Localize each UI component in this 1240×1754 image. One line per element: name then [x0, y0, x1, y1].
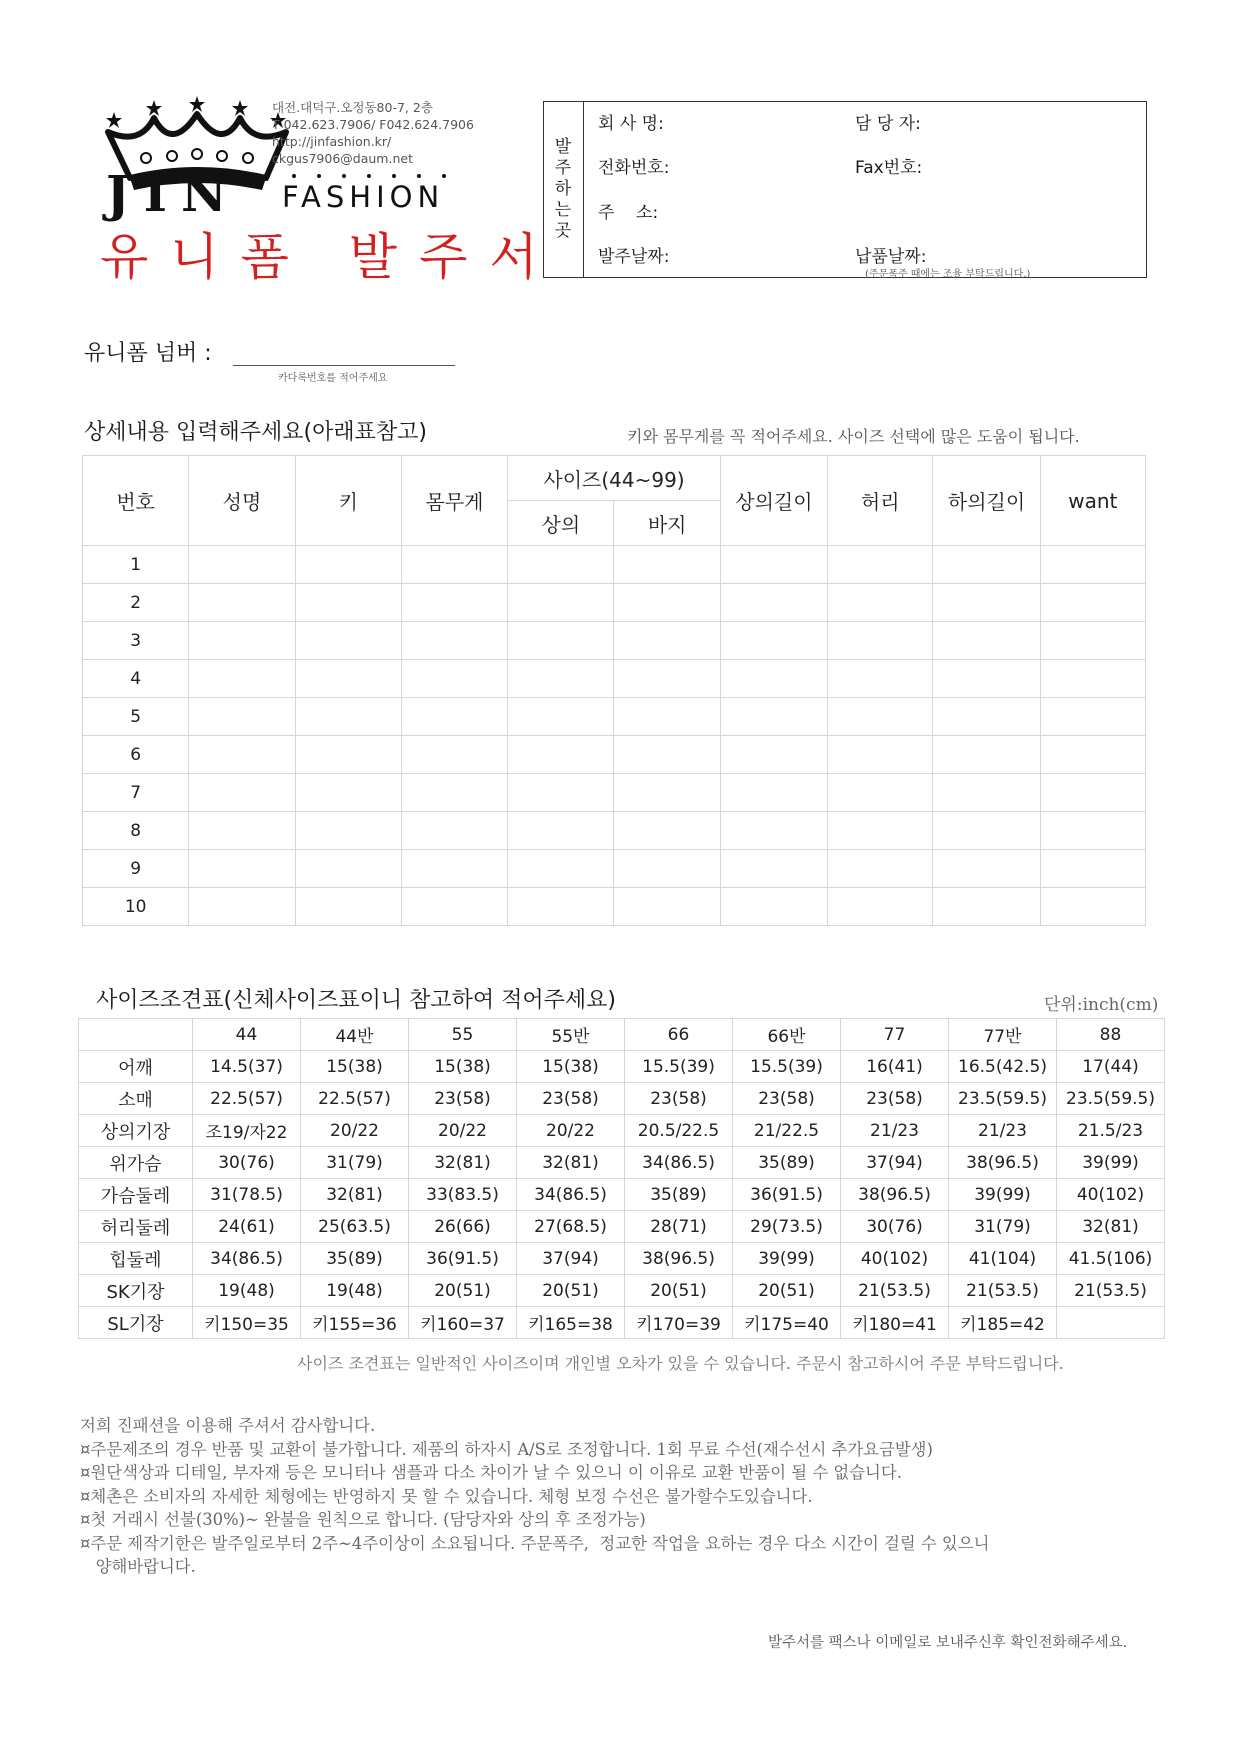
- input-cell[interactable]: [720, 850, 827, 888]
- size-value-cell: 34(86.5): [517, 1179, 625, 1211]
- company-name-field[interactable]: 회 사 명:: [598, 114, 664, 134]
- input-cell[interactable]: [189, 812, 295, 850]
- size-value-cell: 31(79): [301, 1147, 409, 1179]
- size-row-label: 위가슴: [79, 1147, 193, 1179]
- size-row: [79, 1211, 1165, 1243]
- input-cell[interactable]: [828, 622, 933, 660]
- header-height: 키: [295, 456, 401, 546]
- input-cell[interactable]: [720, 622, 827, 660]
- size-row-label: 상의기장: [79, 1115, 193, 1147]
- size-value-cell: 19(48): [193, 1275, 301, 1307]
- input-cell[interactable]: [189, 660, 295, 698]
- size-value-cell: 35(89): [625, 1179, 733, 1211]
- company-info: [272, 99, 474, 167]
- input-cell[interactable]: [720, 888, 827, 926]
- size-chart-table: [78, 1018, 1165, 1339]
- input-cell[interactable]: [614, 584, 720, 622]
- header-no: 번호: [83, 456, 189, 546]
- input-cell[interactable]: [508, 812, 614, 850]
- company-phone-fax: T 042.623.7906/ F042.624.7906: [272, 117, 474, 132]
- input-cell[interactable]: [1040, 584, 1145, 622]
- input-cell[interactable]: [933, 584, 1040, 622]
- size-value-cell: 36(91.5): [733, 1179, 841, 1211]
- size-value-cell: 38(96.5): [949, 1147, 1057, 1179]
- input-cell[interactable]: [1040, 698, 1145, 736]
- size-header-row: [79, 1019, 1165, 1051]
- input-cell[interactable]: [614, 736, 720, 774]
- size-value-cell: 조19/자22: [193, 1115, 301, 1147]
- notice-list: [80, 1414, 989, 1579]
- row-number: 8: [83, 812, 189, 850]
- input-cell[interactable]: [933, 812, 1040, 850]
- size-column-header: 44반: [301, 1019, 409, 1051]
- input-cell[interactable]: [508, 736, 614, 774]
- company-email: ckgus7906@daum.net: [272, 151, 413, 166]
- size-value-cell: 30(76): [193, 1147, 301, 1179]
- size-value-cell: 20(51): [625, 1275, 733, 1307]
- manager-field[interactable]: 담 당 자:: [855, 114, 921, 134]
- size-value-cell: 35(89): [733, 1147, 841, 1179]
- uniform-number-label: 유니폼 넘버 :: [84, 341, 212, 366]
- input-cell[interactable]: [508, 622, 614, 660]
- header-waist: 허리: [828, 456, 933, 546]
- footer-note: 발주서를 팩스나 이메일로 보내주신후 확인전화해주세요.: [768, 1635, 1128, 1651]
- input-cell[interactable]: [933, 660, 1040, 698]
- size-value-cell: 23(58): [409, 1083, 517, 1115]
- input-cell[interactable]: [933, 622, 1040, 660]
- size-value-cell: 14.5(37): [193, 1051, 301, 1083]
- notice-line: 양해바랍니다.: [80, 1557, 196, 1576]
- input-cell[interactable]: [720, 736, 827, 774]
- input-cell[interactable]: [189, 698, 295, 736]
- size-row: [79, 1275, 1165, 1307]
- input-cell[interactable]: [401, 736, 507, 774]
- row-number: 10: [83, 888, 189, 926]
- phone-field[interactable]: 전화번호:: [598, 158, 670, 178]
- size-value-cell: 41(104): [949, 1243, 1057, 1275]
- input-cell[interactable]: [828, 698, 933, 736]
- size-value-cell: 키185=42: [949, 1307, 1057, 1339]
- size-value-cell: 23(58): [625, 1083, 733, 1115]
- address-field[interactable]: 주 소:: [598, 203, 659, 223]
- notice-line: ¤주문 제작기한은 발주일로부터 2주~4주이상이 소요됩니다. 주문폭주, 정교한 작업을 요하는 경우 다소 시간이 걸릴 수 있으니: [80, 1533, 990, 1553]
- input-cell[interactable]: [189, 736, 295, 774]
- size-row-label: 가슴둘레: [79, 1179, 193, 1211]
- size-value-cell: 21/22.5: [733, 1115, 841, 1147]
- size-row: [79, 1083, 1165, 1115]
- size-value-cell: 38(96.5): [841, 1179, 949, 1211]
- size-value-cell: 20(51): [517, 1275, 625, 1307]
- table-row: [83, 850, 1146, 888]
- logo-fashion: FASHION: [282, 180, 445, 214]
- size-value-cell: 16(41): [841, 1051, 949, 1083]
- size-column-header: 66반: [733, 1019, 841, 1051]
- input-cell[interactable]: [508, 546, 614, 584]
- size-value-cell: 23(58): [733, 1083, 841, 1115]
- size-value-cell: 38(96.5): [625, 1243, 733, 1275]
- size-value-cell: 35(89): [301, 1243, 409, 1275]
- size-chart-note: 사이즈 조견표는 일반적인 사이즈이며 개인별 오차가 있을 수 있습니다. 주문시 참고하시어 주문 부탁드립니다.: [297, 1354, 1064, 1373]
- input-cell[interactable]: [189, 850, 295, 888]
- input-cell[interactable]: [401, 888, 507, 926]
- input-cell[interactable]: [508, 660, 614, 698]
- side-char: 주: [554, 158, 572, 178]
- input-cell[interactable]: [1040, 546, 1145, 584]
- size-row-label: 어깨: [79, 1051, 193, 1083]
- size-value-cell: [1057, 1307, 1165, 1339]
- size-value-cell: 15.5(39): [733, 1051, 841, 1083]
- fax-field[interactable]: Fax번호:: [855, 158, 923, 178]
- size-value-cell: 31(79): [949, 1211, 1057, 1243]
- size-row: [79, 1307, 1165, 1339]
- row-number: 2: [83, 584, 189, 622]
- size-value-cell: 39(99): [733, 1243, 841, 1275]
- delivery-date-field[interactable]: 납품날짜:: [855, 247, 927, 267]
- size-column-header: 66: [625, 1019, 733, 1051]
- detail-section-title: 상세내용 입력해주세요(아래표참고): [84, 420, 427, 445]
- table-row: [83, 660, 1146, 698]
- input-cell[interactable]: [401, 622, 507, 660]
- size-row-label: SL기장: [79, 1307, 193, 1339]
- row-number: 5: [83, 698, 189, 736]
- input-cell[interactable]: [295, 850, 401, 888]
- size-value-cell: 20/22: [301, 1115, 409, 1147]
- uniform-number-input-line[interactable]: [233, 365, 455, 366]
- side-char: 하: [554, 179, 572, 199]
- size-value-cell: 21(53.5): [1057, 1275, 1165, 1307]
- size-column-header: 77: [841, 1019, 949, 1051]
- size-value-cell: 32(81): [301, 1179, 409, 1211]
- input-cell[interactable]: [933, 888, 1040, 926]
- input-cell[interactable]: [508, 774, 614, 812]
- size-value-cell: 키155=36: [301, 1307, 409, 1339]
- size-value-cell: 16.5(42.5): [949, 1051, 1057, 1083]
- size-value-cell: 키165=38: [517, 1307, 625, 1339]
- input-cell[interactable]: [1040, 736, 1145, 774]
- size-value-cell: 21(53.5): [949, 1275, 1057, 1307]
- size-row: [79, 1115, 1165, 1147]
- size-value-cell: 15(38): [301, 1051, 409, 1083]
- input-cell[interactable]: [1040, 774, 1145, 812]
- input-cell[interactable]: [295, 546, 401, 584]
- size-value-cell: 32(81): [517, 1147, 625, 1179]
- corner-cell: [79, 1019, 193, 1051]
- input-cell[interactable]: [828, 546, 933, 584]
- header-size-group: 사이즈(44~99): [508, 456, 721, 501]
- input-cell[interactable]: [401, 850, 507, 888]
- size-value-cell: 37(94): [517, 1243, 625, 1275]
- notice-line: ¤주문제조의 경우 반품 및 교환이 불가합니다. 제품의 하자시 A/S로 조정합니다. 1회 무료 수선(재수선시 추가요금발생): [80, 1439, 933, 1459]
- size-column-header: 55: [409, 1019, 517, 1051]
- size-row-label: SK기장: [79, 1275, 193, 1307]
- input-cell[interactable]: [828, 888, 933, 926]
- input-cell[interactable]: [189, 622, 295, 660]
- size-column-header: 44: [193, 1019, 301, 1051]
- delivery-note: (주문폭주 때에는 조율 부탁드립니다.): [865, 269, 1031, 280]
- input-cell[interactable]: [614, 622, 720, 660]
- input-cell[interactable]: [828, 812, 933, 850]
- size-column-header: 77반: [949, 1019, 1057, 1051]
- header-bottom-length: 하의길이: [933, 456, 1040, 546]
- input-cell[interactable]: [720, 698, 827, 736]
- company-address: 대전.대덕구.오정동80-7, 2층: [272, 100, 433, 115]
- size-value-cell: 34(86.5): [193, 1243, 301, 1275]
- input-cell[interactable]: [828, 736, 933, 774]
- side-char: 곳: [554, 221, 572, 241]
- size-chart-unit: 단위:inch(cm): [1044, 995, 1159, 1015]
- row-number: 4: [83, 660, 189, 698]
- size-value-cell: 15(38): [517, 1051, 625, 1083]
- size-value-cell: 키150=35: [193, 1307, 301, 1339]
- uniform-number-note: 카다록번호를 적어주세요: [278, 373, 388, 384]
- input-cell[interactable]: [828, 584, 933, 622]
- input-cell[interactable]: [295, 698, 401, 736]
- table-row: [83, 736, 1146, 774]
- size-value-cell: 키180=41: [841, 1307, 949, 1339]
- size-value-cell: 20(51): [409, 1275, 517, 1307]
- side-char: 는: [554, 200, 572, 220]
- size-value-cell: 20/22: [517, 1115, 625, 1147]
- size-value-cell: 40(102): [1057, 1179, 1165, 1211]
- input-cell[interactable]: [828, 660, 933, 698]
- notice-line: ¤첫 거래시 선불(30%)~ 완불을 원칙으로 합니다. (담당자와 상의 후 조정가능): [80, 1510, 646, 1529]
- size-value-cell: 32(81): [409, 1147, 517, 1179]
- size-value-cell: 21/23: [949, 1115, 1057, 1147]
- header-pants-size: 바지: [614, 501, 720, 546]
- input-cell[interactable]: [189, 546, 295, 584]
- header-top-size: 상의: [508, 501, 614, 546]
- size-chart-title: 사이즈조견표(신체사이즈표이니 참고하여 적어주세요): [96, 988, 616, 1013]
- input-cell[interactable]: [720, 584, 827, 622]
- order-date-field[interactable]: 발주날짜:: [598, 247, 670, 267]
- input-cell[interactable]: [295, 622, 401, 660]
- size-value-cell: 20.5/22.5: [625, 1115, 733, 1147]
- detail-input-table: [82, 455, 1146, 926]
- input-cell[interactable]: [401, 660, 507, 698]
- input-cell[interactable]: [933, 698, 1040, 736]
- size-value-cell: 키170=39: [625, 1307, 733, 1339]
- size-value-cell: 21(53.5): [841, 1275, 949, 1307]
- size-row-label: 허리둘레: [79, 1211, 193, 1243]
- header-want: want: [1040, 456, 1145, 546]
- notice-line: 저희 진패션을 이용해 주셔서 감사합니다.: [80, 1416, 376, 1435]
- size-value-cell: 17(44): [1057, 1051, 1165, 1083]
- size-value-cell: 키175=40: [733, 1307, 841, 1339]
- input-cell[interactable]: [614, 850, 720, 888]
- size-value-cell: 22.5(57): [193, 1083, 301, 1115]
- table-row: [83, 774, 1146, 812]
- size-value-cell: 28(71): [625, 1211, 733, 1243]
- input-cell[interactable]: [614, 812, 720, 850]
- header-top-length: 상의길이: [720, 456, 827, 546]
- input-cell[interactable]: [295, 736, 401, 774]
- size-row: [79, 1147, 1165, 1179]
- input-cell[interactable]: [1040, 660, 1145, 698]
- input-cell[interactable]: [614, 888, 720, 926]
- table-row: [83, 546, 1146, 584]
- input-cell[interactable]: [828, 850, 933, 888]
- size-value-cell: 23.5(59.5): [949, 1083, 1057, 1115]
- size-value-cell: 21/23: [841, 1115, 949, 1147]
- size-value-cell: 키160=37: [409, 1307, 517, 1339]
- input-cell[interactable]: [614, 546, 720, 584]
- size-value-cell: 33(83.5): [409, 1179, 517, 1211]
- input-cell[interactable]: [1040, 622, 1145, 660]
- size-value-cell: 22.5(57): [301, 1083, 409, 1115]
- header-weight: 몸무게: [401, 456, 507, 546]
- table-row: [83, 584, 1146, 622]
- size-value-cell: 24(61): [193, 1211, 301, 1243]
- size-value-cell: 34(86.5): [625, 1147, 733, 1179]
- side-char: 발: [554, 137, 572, 157]
- size-value-cell: 29(73.5): [733, 1211, 841, 1243]
- document-title: 유니폼 발주서: [100, 228, 560, 286]
- notice-line: ¤원단색상과 디테일, 부자재 등은 모니터나 샘플과 다소 차이가 날 수 있으니 이 이유로 교환 반품이 될 수 없습니다.: [80, 1463, 902, 1482]
- input-cell[interactable]: [189, 888, 295, 926]
- header-name: 성명: [189, 456, 295, 546]
- table-row: [83, 812, 1146, 850]
- input-cell[interactable]: [295, 812, 401, 850]
- input-cell[interactable]: [508, 888, 614, 926]
- size-value-cell: 19(48): [301, 1275, 409, 1307]
- size-column-header: 88: [1057, 1019, 1165, 1051]
- input-cell[interactable]: [295, 660, 401, 698]
- size-value-cell: 23(58): [841, 1083, 949, 1115]
- size-row-label: 힙둘레: [79, 1243, 193, 1275]
- input-cell[interactable]: [295, 774, 401, 812]
- size-value-cell: 20/22: [409, 1115, 517, 1147]
- notice-line: ¤체촌은 소비자의 자세한 체형에는 반영하지 못 할 수 있습니다. 체형 보정 수선은 불가할수도있습니다.: [80, 1486, 813, 1506]
- input-cell[interactable]: [933, 736, 1040, 774]
- size-value-cell: 31(78.5): [193, 1179, 301, 1211]
- company-website: http://jinfashion.kr/: [272, 134, 392, 149]
- logo-jin: JIN: [106, 164, 241, 223]
- row-number: 1: [83, 546, 189, 584]
- table-row: [83, 888, 1146, 926]
- input-cell[interactable]: [401, 774, 507, 812]
- input-cell[interactable]: [295, 584, 401, 622]
- input-cell[interactable]: [401, 812, 507, 850]
- size-row: [79, 1051, 1165, 1083]
- size-value-cell: 15(38): [409, 1051, 517, 1083]
- input-cell[interactable]: [1040, 812, 1145, 850]
- input-cell[interactable]: [720, 546, 827, 584]
- input-cell[interactable]: [189, 584, 295, 622]
- input-cell[interactable]: [614, 660, 720, 698]
- input-cell[interactable]: [401, 546, 507, 584]
- input-cell[interactable]: [401, 584, 507, 622]
- input-cell[interactable]: [189, 774, 295, 812]
- size-value-cell: 32(81): [1057, 1211, 1165, 1243]
- size-value-cell: 37(94): [841, 1147, 949, 1179]
- size-value-cell: 15.5(39): [625, 1051, 733, 1083]
- size-value-cell: 27(68.5): [517, 1211, 625, 1243]
- size-value-cell: 40(102): [841, 1243, 949, 1275]
- row-number: 7: [83, 774, 189, 812]
- size-value-cell: 36(91.5): [409, 1243, 517, 1275]
- size-value-cell: 26(66): [409, 1211, 517, 1243]
- input-cell[interactable]: [933, 774, 1040, 812]
- size-row-label: 소매: [79, 1083, 193, 1115]
- orderer-side-label: [543, 101, 584, 278]
- size-value-cell: 23.5(59.5): [1057, 1083, 1165, 1115]
- size-value-cell: 41.5(106): [1057, 1243, 1165, 1275]
- size-row: [79, 1179, 1165, 1211]
- input-cell[interactable]: [933, 850, 1040, 888]
- input-cell[interactable]: [508, 584, 614, 622]
- table-row: [83, 622, 1146, 660]
- logo-dots-decoration: [288, 173, 468, 179]
- input-cell[interactable]: [508, 850, 614, 888]
- size-value-cell: 20(51): [733, 1275, 841, 1307]
- input-cell[interactable]: [720, 812, 827, 850]
- input-cell[interactable]: [1040, 850, 1145, 888]
- input-cell[interactable]: [1040, 888, 1145, 926]
- detail-section-note: 키와 몸무게를 꼭 적어주세요. 사이즈 선택에 많은 도움이 됩니다.: [627, 427, 1080, 446]
- input-cell[interactable]: [614, 774, 720, 812]
- row-number: 3: [83, 622, 189, 660]
- input-cell[interactable]: [614, 698, 720, 736]
- size-row: [79, 1243, 1165, 1275]
- size-value-cell: 23(58): [517, 1083, 625, 1115]
- input-cell[interactable]: [295, 888, 401, 926]
- size-value-cell: 39(99): [949, 1179, 1057, 1211]
- table-row: [83, 698, 1146, 736]
- input-cell[interactable]: [720, 660, 827, 698]
- input-cell[interactable]: [933, 546, 1040, 584]
- input-cell[interactable]: [720, 774, 827, 812]
- row-number: 9: [83, 850, 189, 888]
- size-value-cell: 39(99): [1057, 1147, 1165, 1179]
- input-cell[interactable]: [828, 774, 933, 812]
- input-cell[interactable]: [508, 698, 614, 736]
- size-column-header: 55반: [517, 1019, 625, 1051]
- size-value-cell: 25(63.5): [301, 1211, 409, 1243]
- row-number: 6: [83, 736, 189, 774]
- size-value-cell: 30(76): [841, 1211, 949, 1243]
- input-cell[interactable]: [401, 698, 507, 736]
- size-value-cell: 21.5/23: [1057, 1115, 1165, 1147]
